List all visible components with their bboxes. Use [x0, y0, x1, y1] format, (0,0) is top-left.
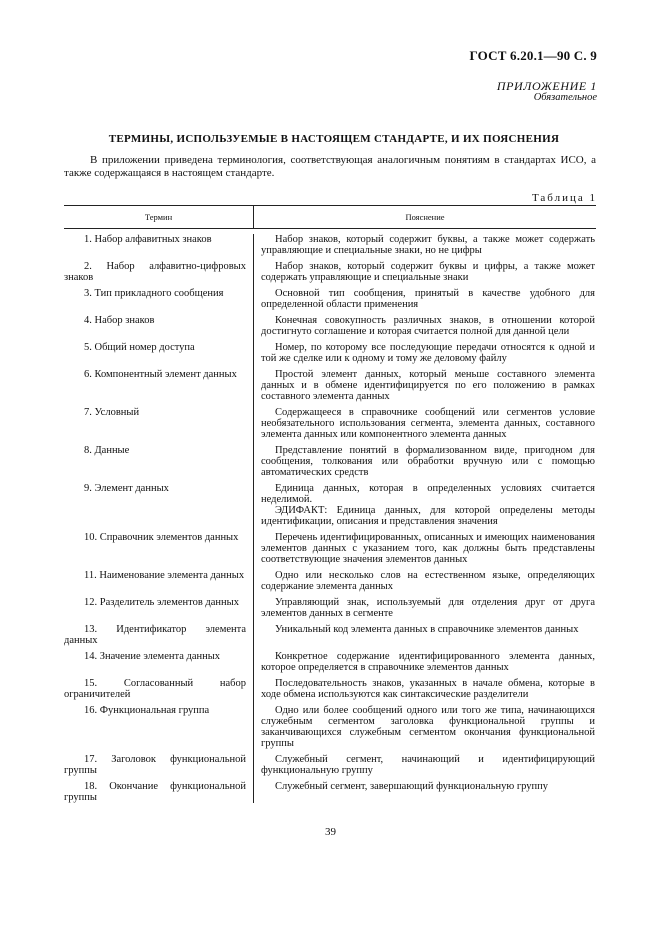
table-row: [64, 234, 596, 256]
explanation-cell: [253, 705, 595, 749]
explanation-cell: [253, 651, 595, 673]
explanation-text: Набор знаков, который содержит буквы, а также может содержать управляющие и специальные знаки, но не цифры: [261, 234, 595, 256]
explanation-text: Простой элемент данных, который меньше составного элемента данных и в обмене идентифицируется по его положению в рамках составного элемента данных: [261, 369, 595, 402]
term-cell: 14. Значение элемента данных: [84, 651, 221, 662]
explanation-text: Содержащееся в справочнике сообщений или сегментов условие необязательного использования сегмента, элемента данных, составного элемента данных или компонентного элемента данных: [261, 407, 595, 440]
header-explanation: Пояснение: [253, 206, 596, 228]
explanation-text: Представление понятий в формализованном виде, пригодном для сообщения, толкования или обработки вручную или с помощью автоматических средств: [261, 445, 595, 478]
term-cell: 16. Функциональная группа: [84, 705, 210, 716]
explanation-text: Конкретное содержание идентифицированного элемента данных, которое определяется в справочнике элементов данных: [261, 651, 595, 673]
explanation-text: Одно или несколько слов на естественном языке, определяющих содержание элемента данных: [261, 570, 595, 592]
term-cell: 13. Идентификатор элемента данных: [64, 624, 246, 646]
table-row: [64, 624, 596, 646]
explanation-cell: [253, 570, 595, 592]
explanation-text: Единица данных, которая в определенных условиях считается неделимой.: [261, 483, 595, 505]
explanation-cell: [253, 234, 595, 256]
term-cell: 8. Данные: [84, 445, 130, 456]
term-cell: 1. Набор алфавитных знаков: [84, 234, 212, 245]
explanation-text: ЭДИФАКТ: Единица данных, для которой определены методы идентификации, описания и представления значения: [261, 505, 595, 527]
term-cell: 6. Компонентный элемент данных: [84, 369, 237, 380]
page-title: ТЕРМИНЫ, ИСПОЛЬЗУЕМЫЕ В НАСТОЯЩЕМ СТАНДАРТЕ, И ИХ ПОЯСНЕНИЯ: [108, 133, 560, 145]
explanation-cell: [253, 754, 595, 776]
term-cell: 12. Разделитель элементов данных: [84, 597, 239, 608]
explanation-text: Основной тип сообщения, принятый в качестве удобного для определенной области применения: [261, 288, 595, 310]
table-row: [64, 288, 596, 310]
table-row: [64, 651, 596, 673]
term-cell: 4. Набор знаков: [84, 315, 155, 326]
explanation-text: Перечень идентифицированных, описанных и имеющих наименования элементов данных с указанием того, как должны быть представлены соответствующие значения элементов данных: [261, 532, 595, 565]
appendix-status: Обязательное: [533, 92, 597, 103]
explanation-cell: [253, 261, 595, 283]
table-row: [64, 369, 596, 402]
table-row: [64, 705, 596, 749]
explanation-cell: [253, 445, 595, 478]
explanation-cell: [253, 483, 595, 527]
header-term: Термин: [144, 212, 173, 222]
table-row: [64, 483, 596, 527]
term-cell: 10. Справочник элементов данных: [84, 532, 239, 543]
term-cell: 17. Заголовок функциональной группы: [64, 754, 246, 776]
explanation-cell: [253, 369, 595, 402]
explanation-text: Уникальный код элемента данных в справочнике элементов данных: [275, 624, 579, 635]
appendix-block: [497, 80, 597, 104]
explanation-text: Конечная совокупность различных знаков, в отношении которой достигнуто соглашение и которая считается полной для данной цели: [261, 315, 595, 337]
terms-table: [64, 205, 596, 803]
table-row: [64, 532, 596, 565]
term-cell: 15. Согласованный набор ограничителей: [64, 678, 246, 700]
term-cell: 18. Окончание функциональной группы: [64, 781, 246, 803]
table-row: [64, 407, 596, 440]
term-cell: 11. Наименование элемента данных: [84, 570, 245, 581]
table-header: [64, 205, 596, 229]
explanation-cell: [253, 407, 595, 440]
table-body: [64, 234, 596, 803]
table-row: [64, 445, 596, 478]
explanation-cell: [253, 288, 595, 310]
explanation-cell: [253, 532, 595, 565]
term-cell: 3. Тип прикладного сообщения: [84, 288, 224, 299]
explanation-cell: [253, 597, 595, 619]
explanation-cell: [253, 315, 595, 337]
intro-paragraph: В приложении приведена терминология, соответствующая аналогичным понятиям в стандартах ИСО, а также содержащаяся в настоящем стандарте.: [64, 154, 596, 179]
document-code: ГОСТ 6.20.1—90 С. 9: [469, 48, 597, 63]
table-row: [64, 261, 596, 283]
table-caption: Таблица 1: [531, 192, 597, 204]
table-row: [64, 342, 596, 364]
explanation-text: Служебный сегмент, завершающий функциональную группу: [275, 781, 549, 792]
explanation-text: Набор знаков, который содержит буквы и цифры, а также может содержать управляющие и специальные знаки: [261, 261, 595, 283]
table-row: [64, 678, 596, 700]
explanation-cell: [253, 342, 595, 364]
explanation-cell: [253, 781, 595, 803]
page-number: 39: [325, 826, 336, 838]
table-row: [64, 597, 596, 619]
term-cell: 2. Набор алфавитно-цифровых знаков: [64, 261, 246, 283]
explanation-text: Последовательность знаков, указанных в начале обмена, которые в ходе обмена используются как синтаксические разделители: [261, 678, 595, 700]
explanation-text: Служебный сегмент, начинающий и идентифицирующий функциональную группу: [261, 754, 595, 776]
table-row: [64, 754, 596, 776]
term-cell: 9. Элемент данных: [84, 483, 169, 494]
table-row: [64, 570, 596, 592]
table-row: [64, 315, 596, 337]
explanation-text: Номер, по которому все последующие передачи относятся к одной и той же сделке или к одному и тому же деловому файлу: [261, 342, 595, 364]
explanation-cell: [253, 624, 595, 646]
table-row: [64, 781, 596, 803]
appendix-label: ПРИЛОЖЕНИЕ 1: [496, 79, 597, 93]
explanation-text: Управляющий знак, используемый для отделения друг от друга элементов данных в сегменте: [261, 597, 595, 619]
explanation-cell: [253, 678, 595, 700]
term-cell: 7. Условный: [84, 407, 140, 418]
explanation-text: Одно или более сообщений одного или того же типа, начинающихся служебным сегментом заголовка функциональной группы и заканчивающихся служебным сегментом окончания функциональной группы: [261, 705, 595, 749]
term-cell: 5. Общий номер доступа: [84, 342, 195, 353]
